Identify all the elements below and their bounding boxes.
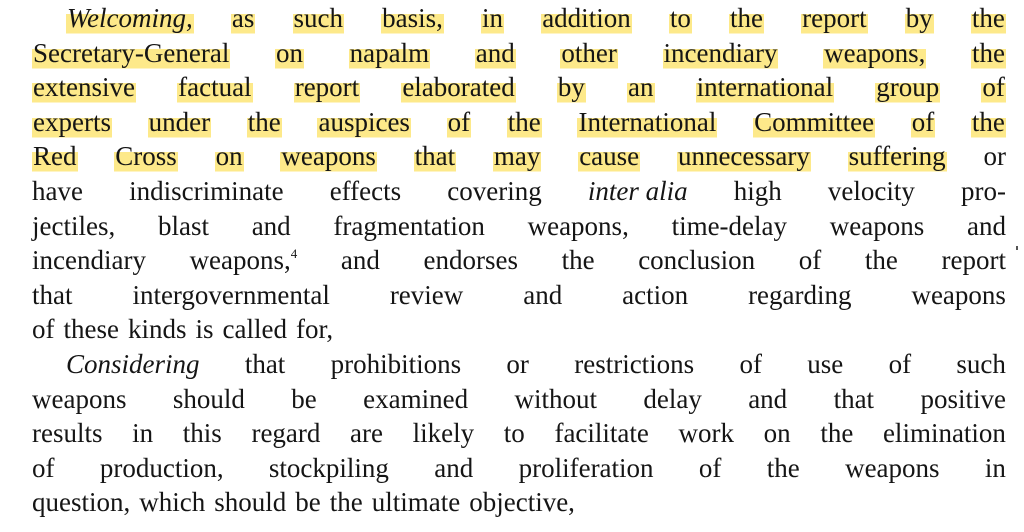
highlighted-word: addition <box>542 3 631 33</box>
word: which <box>139 487 206 518</box>
word: intergovernmental <box>132 279 330 310</box>
word: is <box>195 314 214 345</box>
highlighted-word: weapons, <box>824 37 926 68</box>
word: ultimate <box>371 487 461 518</box>
word: blast <box>157 210 209 241</box>
highlighted-word: by <box>557 72 585 103</box>
word: that <box>244 349 286 379</box>
word: high <box>733 176 782 206</box>
word: of <box>32 452 55 483</box>
highlighted-word: Secretary-General <box>33 37 230 68</box>
text-line <box>32 485 1006 519</box>
highlighted-word: auspices <box>318 106 410 137</box>
highlighted-word: that <box>414 141 456 172</box>
word: velocity <box>827 176 915 206</box>
text-line <box>32 139 1006 173</box>
highlighted-word: the <box>247 106 281 137</box>
highlighted-word: basis, <box>382 3 443 33</box>
word: regarding <box>748 279 852 310</box>
text-line <box>32 243 1006 277</box>
text-line <box>66 1 1006 35</box>
word: of <box>888 349 912 379</box>
word: indiscriminate <box>129 176 284 206</box>
highlighted-word: group <box>876 72 940 103</box>
word: weapons <box>911 279 1006 310</box>
highlighted-word: to <box>669 3 691 33</box>
word: should <box>214 487 287 518</box>
highlighted-word: on <box>215 141 243 172</box>
word: the <box>766 452 800 483</box>
word: Considering <box>66 349 200 379</box>
highlighted-word: as <box>231 3 255 33</box>
highlighted-word: report <box>802 3 867 33</box>
word: and <box>748 383 788 414</box>
highlighted-word: an <box>628 72 654 103</box>
word: elimination <box>882 418 1006 449</box>
word: or <box>983 141 1006 172</box>
word: question, <box>32 487 131 518</box>
highlighted-word: elaborated <box>402 72 515 103</box>
highlighted-word: Committee <box>754 106 875 137</box>
highlighted-word: on <box>276 37 304 68</box>
word: the <box>561 245 595 276</box>
word: restrictions <box>574 349 695 379</box>
highlighted-word: weapons <box>281 141 376 172</box>
highlighted-word: international <box>696 72 834 103</box>
text-line <box>32 416 1006 450</box>
word: report <box>941 245 1006 276</box>
word: weapons <box>829 210 925 241</box>
word: jectiles, <box>32 210 116 241</box>
word: inter alia <box>587 176 688 206</box>
word: incendiary <box>32 245 146 276</box>
highlighted-word: cause <box>579 141 640 172</box>
word: stockpiling <box>268 452 389 483</box>
word: such <box>956 349 1006 379</box>
word: effects <box>329 176 402 206</box>
footnote-marker: 4 <box>290 246 298 262</box>
word: work <box>678 418 735 449</box>
highlighted-word: of <box>447 106 471 137</box>
text-line <box>32 451 1006 485</box>
word: and <box>340 245 380 276</box>
highlighted-word: Welcoming, <box>67 3 193 33</box>
highlighted-word: suffering <box>848 141 946 172</box>
word: of <box>32 314 55 345</box>
highlighted-word: such <box>293 3 344 33</box>
word: and <box>966 210 1006 241</box>
highlighted-word: the <box>971 106 1005 137</box>
highlighted-word: the <box>971 3 1005 33</box>
word: action <box>622 279 689 310</box>
word: objective, <box>469 487 575 518</box>
word: delay <box>643 383 702 414</box>
word: and <box>434 452 474 483</box>
word: be <box>291 383 317 414</box>
highlighted-word: may <box>493 141 541 172</box>
word: the <box>864 245 898 276</box>
word: examined <box>363 383 469 414</box>
word: kinds <box>127 314 187 345</box>
word: endorses <box>423 245 518 276</box>
word: are <box>350 418 384 449</box>
word: be <box>295 487 321 518</box>
word: fragmentation <box>333 210 485 241</box>
word: production, <box>99 452 224 483</box>
word: conclusion <box>638 245 756 276</box>
word: weapons,$^4$ <box>189 245 298 276</box>
word: of <box>798 245 822 276</box>
highlighted-word: of <box>982 72 1005 103</box>
word: regard <box>251 418 321 449</box>
word: weapons, <box>527 210 629 241</box>
text-line <box>32 36 1006 70</box>
margin-mark <box>1016 246 1018 250</box>
word: weapons <box>32 383 127 414</box>
word: that <box>32 279 73 310</box>
highlighted-word: Red <box>33 141 77 172</box>
word: have <box>32 176 83 206</box>
word: of <box>739 349 762 379</box>
word: on <box>763 418 791 449</box>
text-line <box>32 70 1006 104</box>
highlighted-word: under <box>148 106 211 137</box>
word: and <box>251 210 291 241</box>
highlighted-word: unnecessary <box>677 141 810 172</box>
word: likely <box>412 418 475 449</box>
word: should <box>172 383 245 414</box>
word: or <box>506 349 529 379</box>
text-line <box>32 105 1006 139</box>
word: these <box>63 314 119 345</box>
highlighted-word: International <box>578 106 717 137</box>
word: positive <box>920 383 1006 414</box>
word: review <box>389 279 464 310</box>
word: this <box>182 418 222 449</box>
word: results <box>32 418 103 449</box>
word: the <box>820 418 854 449</box>
word: time-delay <box>671 210 788 241</box>
text-line <box>32 278 1006 312</box>
highlighted-word: extensive <box>33 72 135 103</box>
highlighted-word: napalm <box>349 37 430 68</box>
word: without <box>514 383 597 414</box>
word: in <box>984 452 1006 483</box>
word: weapons <box>845 452 940 483</box>
highlighted-word: the <box>507 106 541 137</box>
word: prohibitions <box>330 349 462 379</box>
text-line <box>32 382 1006 416</box>
word: pro- <box>961 176 1006 206</box>
highlighted-word: and <box>475 37 515 68</box>
text-line <box>32 174 1006 208</box>
word: proliferation <box>518 452 654 483</box>
text-line <box>32 312 1006 346</box>
highlighted-word: of <box>911 106 935 137</box>
word: called <box>222 314 287 345</box>
word: use <box>807 349 844 379</box>
word: covering <box>447 176 542 206</box>
highlighted-word: the <box>972 37 1005 68</box>
word: and <box>523 279 563 310</box>
highlighted-word: factual <box>178 72 252 103</box>
word: that <box>833 383 875 414</box>
highlighted-word: report <box>294 72 360 103</box>
highlighted-word: incendiary <box>663 37 778 68</box>
text-line <box>32 209 1006 243</box>
highlighted-word: other <box>561 37 617 68</box>
text-line <box>66 347 1006 381</box>
word: facilitate <box>554 418 649 449</box>
word: of <box>698 452 722 483</box>
highlighted-word: experts <box>33 106 111 137</box>
highlighted-word: in <box>482 3 504 33</box>
word: to <box>503 418 525 449</box>
word: in <box>132 418 154 449</box>
word: for, <box>295 314 334 345</box>
highlighted-word: Cross <box>115 141 177 172</box>
highlighted-word: the <box>730 3 763 33</box>
word: the <box>329 487 363 518</box>
highlighted-word: by <box>905 3 933 33</box>
